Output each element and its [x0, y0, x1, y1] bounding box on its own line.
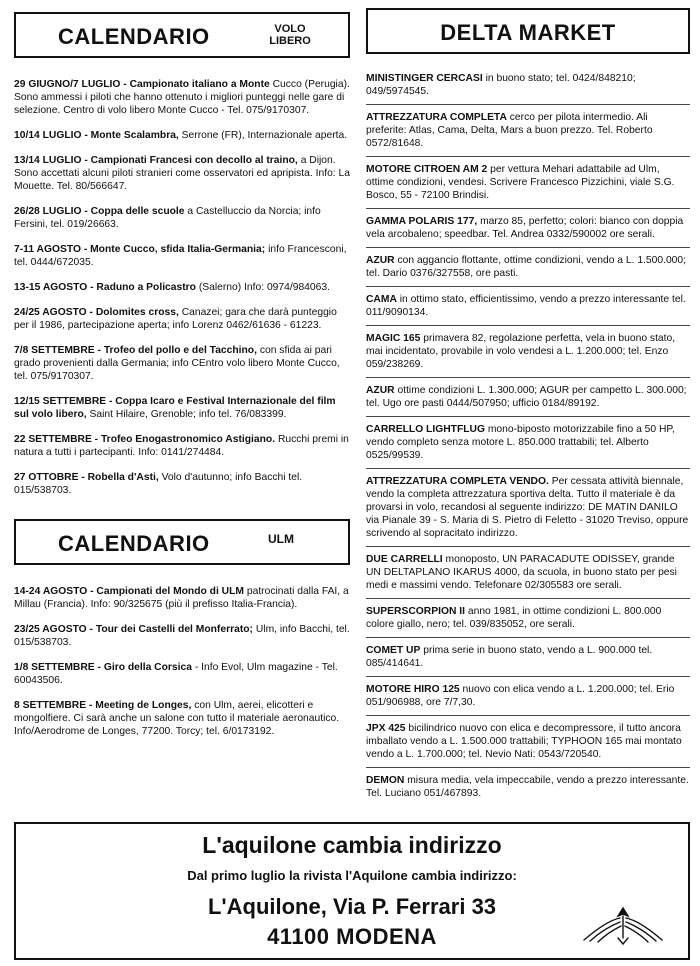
- right-column: [366, 8, 690, 812]
- classified-ad: GAMMA POLARIS 177, marzo 85, perfetto; colori: bianco con doppia vela arcobaleno; speedbar. Tel. Andrea 0332/590002 ore serali.: [366, 215, 690, 248]
- calendar-entry: 27 OTTOBRE - Robella d'Asti, Volo d'autunno; info Bacchi tel. 015/538703.: [14, 472, 303, 496]
- classified-ad: AZUR ottime condizioni L. 1.300.000; AGUR per campetto L. 300.000; tel. Ugo ore pasti 0444/507950; ufficio 0184/89192.: [366, 384, 690, 417]
- classified-ad: MOTORE CITROEN AM 2 per vettura Mehari adattabile ad Ulm, ottime condizioni, vendesi. Scrivere Francesco Pizzichini, viale S.G. Bosco, 55 - 72100 Brindisi.: [366, 163, 690, 209]
- classified-ad: MINISTINGER CERCASI in buono stato; tel. 0424/848210; 049/5974545.: [366, 72, 690, 105]
- notice-title: L'aquilone cambia indirizzo: [202, 832, 502, 858]
- calendar-entry: 22 SETTEMBRE - Trofeo Enogastronomico Astigiano. Rucchi premi in natura a tutti i partecipanti. Info: 0141/274484.: [14, 434, 349, 458]
- delta-market-header: [366, 8, 690, 54]
- delta-market-title: DELTA MARKET: [440, 20, 616, 45]
- delta-market-list: [366, 72, 690, 806]
- classified-ad: CAMA in ottimo stato, efficientissimo, vendo a prezzo interessante tel. 011/9090134.: [366, 293, 690, 326]
- classified-ad: CARRELLO LIGHTFLUG mono-biposto motorizzabile fino a 50 HP, vendo completo senza motore L. 850.000 trattabili; tel. Alberto 0525/99539.: [366, 423, 690, 469]
- calendar-entry: 29 GIUGNO/7 LUGLIO - Campionato italiano a Monte Cucco (Perugia). Sono ammessi i piloti che hanno ottenuto i migliori punteggi nelle gare di selezione. Centro di volo libero Monte Cucco - Tel. 075/9170307.: [14, 79, 350, 116]
- calendar-entry: 13/14 LUGLIO - Campionati Francesi con decollo al traino, a Dijon. Sono accettati alcuni piloti stranieri come osservatori ed apripista. Info: La Mouette. Tel. 80/566647.: [14, 155, 350, 192]
- classified-ad: JPX 425 bicilindrico nuovo con elica e decompressore, il tutto ancora imballato vendo a L. 1.500.000 trattabili; TYPHOON 165 mai montato vendo a L. 1.700.000; tel. Nevio Nati: 0543/720540.: [366, 722, 690, 768]
- classified-ad: ATTREZZATURA COMPLETA cerco per pilota intermedio. Ali preferite: Atlas, Cama, Delta, Mars a buon prezzo. Tel. Roberto 0572/81648.: [366, 111, 690, 157]
- calendario-ulm-title: CALENDARIO: [58, 531, 210, 556]
- classified-ad: COMET UP prima serie in buono stato, vendo a L. 900.000 tel. 085/414641.: [366, 644, 690, 677]
- classified-ad: DUE CARRELLI monoposto, UN PARACADUTE ODISSEY, grande UN DELTAPLANO IKARUS 4000, da scuola, in buono stato per pesi medi e massimi vendo. Telefonare 02/305583 ore serali.: [366, 553, 690, 599]
- notice-address-city: 41100 MODENA: [267, 924, 437, 949]
- calendario-volo-header: [14, 12, 350, 58]
- classified-ad: SUPERSCORPION II anno 1981, in ottime condizioni L. 800.000 colore giallo, nero; tel. 039/835052, ore serali.: [366, 605, 690, 638]
- classified-ad: AZUR con aggancio flottante, ottime condizioni, vendo a L. 1.500.000; tel. Dario 0376/327558, ore pasti.: [366, 254, 690, 287]
- calendar-entry: 14-24 AGOSTO - Campionati del Mondo di ULM patrocinati dalla FAI, a Millau (Francia). Info: 90/325675 (più il prefisso Italia-Francia).: [14, 586, 349, 610]
- calendario-volo-list: [14, 78, 350, 497]
- calendario-ulm-header: [14, 519, 350, 565]
- calendar-entry: 23/25 AGOSTO - Tour dei Castelli del Monferrato; Ulm, info Bacchi, tel. 015/538703.: [14, 624, 350, 648]
- calendario-ulm-subtitle: ULM: [268, 532, 294, 546]
- calendario-volo-subtitle: [260, 23, 320, 47]
- calendar-entry: 13-15 AGOSTO - Raduno a Policastro (Salerno) Info: 0974/984063.: [14, 282, 330, 293]
- classified-ad: ATTREZZATURA COMPLETA VENDO. Per cessata attività biennale, vendo la completa attrezzatura sportiva delta. Tutto il materiale è da provarsi in volo, recandosi al seguente indirizzo: DE MATIN DANILO via Pianale 39 - S. Maria di S. Pietro di Feletto - 31020 Treviso, oppure scrivendo al sopracitato indirizzo.: [366, 475, 690, 547]
- bird-logo-icon: [580, 902, 666, 946]
- subtitle-line1: VOLO: [274, 23, 306, 35]
- calendar-entry: 8 SETTEMBRE - Meeting de Longes, con Ulm, aerei, elicotteri e mongolfiere. Ci sarà anche un salone con tutto il materiale aeronautico. Info/Aerodrome de Longes, 77200. Torcy; tel. 6/0173192.: [14, 700, 340, 737]
- notice-address-street: L'Aquilone, Via P. Ferrari 33: [207, 894, 497, 919]
- left-column: [14, 12, 350, 750]
- calendar-entry: 26/28 LUGLIO - Coppa delle scuole a Castelluccio da Norcia; info Fersini, tel. 019/26663.: [14, 206, 321, 230]
- calendar-entry: 1/8 SETTEMBRE - Giro della Corsica - Info Evol, Ulm magazine - Tel. 60043506.: [14, 662, 338, 686]
- calendar-entry: 7/8 SETTEMBRE - Trofeo del pollo e del Tacchino, con sfida ai pari grado provenienti dalla Germania; info CEntro volo libero Monte Cucco, tel. 075/9170307.: [14, 345, 340, 382]
- subtitle-line2: LIBERO: [269, 35, 311, 47]
- calendar-entry: 7-11 AGOSTO - Monte Cucco, sfida Italia-Germania; info Francesconi, tel. 0444/672035.: [14, 244, 347, 268]
- calendar-entry: 24/25 AGOSTO - Dolomites cross, Canazei; gara che darà punteggio per il 1986, partecipazione aperta; info Lorenz 0462/61636 - 61223.: [14, 307, 337, 331]
- classified-ad: DEMON misura media, vela impeccabile, vendo a prezzo interessante. Tel. Luciano 051/467893.: [366, 775, 689, 799]
- calendar-entry: 12/15 SETTEMBRE - Coppa Icaro e Festival Internazionale del film sul volo libero, Saint Hilaire, Grenoble; info tel. 76/083399.: [14, 396, 336, 420]
- classified-ad: MAGIC 165 primavera 82, regolazione perfetta, vela in buono stato, mai incidentato, provabile in volo vendesi a L. 1.200.000; tel. Enzo 059/238269.: [366, 332, 690, 378]
- calendar-entry: 10/14 LUGLIO - Monte Scalambra, Serrone (FR), Internazionale aperta.: [14, 130, 348, 141]
- address-change-notice: [14, 822, 690, 960]
- calendario-volo-title: CALENDARIO: [58, 24, 210, 49]
- classified-ad: MOTORE HIRO 125 nuovo con elica vendo a L. 1.200.000; tel. Erio 051/906988, ore 7/7,30.: [366, 683, 690, 716]
- calendario-ulm-list: [14, 585, 350, 738]
- notice-subtitle: Dal primo luglio la rivista l'Aquilone cambia indirizzo:: [187, 868, 517, 883]
